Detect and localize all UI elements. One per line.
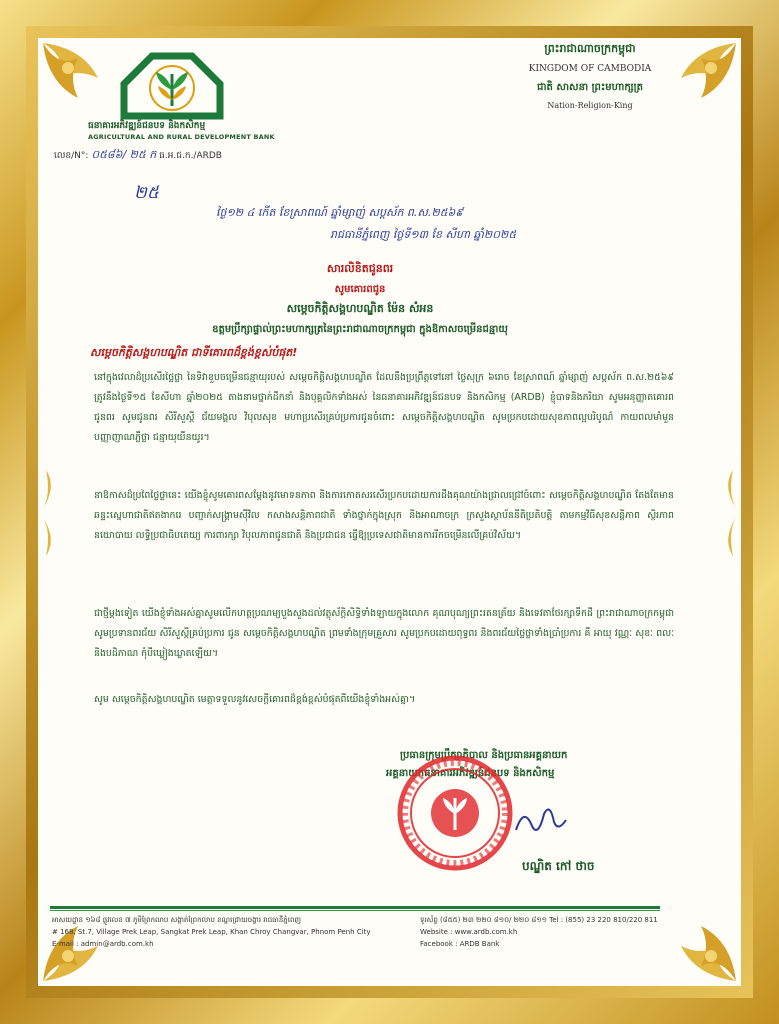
footer-website: Website : www.ardb.com.kh [420, 928, 518, 936]
footer-phone: ទូរស័ព្ទ (៨៥៥) ២៣ ២២០ ៨១០/ ២២០ ៨១១ Tel : (855) 23 220 810/220 811 [420, 916, 658, 924]
body-paragraph-1: នៅក្នុងវេលាដ៏ប្រសើរថ្លៃថ្លា នៃទិវាខួបចម្រើនជន្មាយុរបស់ សម្តេចកិត្តិសង្គហបណ្ឌិត ដែលនឹងប្រព្រឹត្តទៅនៅ ថ្ងៃសុក្រ ៦រោច ខែស្រាពណ៍ ឆ្នាំម្សាញ់ សប្តស័ក ព.ស.២៥៦៩ ត្រូវនឹងថ្ងៃទី១៥ ខែសីហា ឆ្នាំ២០២៥ តាងនាមថ្នាក់ដឹកនាំ និងបុគ្គលិកទាំងអស់ នៃធនាគារអភិវឌ្ឍន៍ជនបទ និងកសិកម្ម (ARDB) ខ្ញុំបាទនិងភរិយា សូមអនុញ្ញាតគោរពជូនពរ សូមជូនពរ សិរីសួស្តី ជ័យមង្គល វិបុលសុខ មហាប្រសើរគ្រប់ប្រការជូនចំពោះ សម្តេចកិត្តិសង្គហបណ្ឌិត សូមប្រកបដោយសុខភាពល្អបរិបូណ៌ កាយពលមាំមួន បញ្ញាញាណភ្លឺថ្លា ជន្មាយុយឺនយូរ។ [94, 372, 674, 443]
recipient-title: ឧត្តមប្រឹក្សាផ្ទាល់ព្រះមហាក្សត្រនៃព្រះរាជាណាចក្រកម្ពុជា ក្នុងឱកាសចម្រើនជន្មាយុ [212, 324, 508, 335]
footer-facebook: Facebook : ARDB Bank [420, 940, 500, 948]
body-paragraph-4: សូម សម្តេចកិត្តិសង្គហបណ្ឌិត មេត្តាទទួលនូវសេចក្តីគោរពដ៏ខ្ពង់ខ្ពស់បំផុតពីយើងខ្ញុំទាំងអស់គ្នា។ [94, 694, 416, 705]
ref-handwritten-extra: ២៥ [134, 183, 159, 203]
bank-name-en: AGRICULTURAL AND RURAL DEVELOPMENT BANK [88, 133, 275, 141]
ornament-edge-right-icon [719, 468, 741, 558]
lunar-date: ថ្ងៃ១២ ៤ កើត ខែស្រាពណ៍ ឆ្នាំម្សាញ់ សប្តស័ក ព.ស.២៥៦៩ [216, 206, 464, 219]
footer-address-en: # 168, St.7, Village Prek Leap, Sangkat Prek Leap, Khan Chroy Changvar, Phnom Penh City [52, 928, 371, 936]
body-paragraph-3: ជាថ្មីម្តងទៀត យើងខ្ញុំទាំងអស់គ្នាសូមលើកហត្ថប្រណម្យបួងសួងដល់វត្ថុស័ក្តិសិទ្ធិទាំងឡាយក្នុងលោក គុណបុណ្យព្រះរតនត្រ័យ និងទេវតាថែរក្សាទឹកដី ព្រះរាជាណាចក្រកម្ពុជា សូមប្រទានពរជ័យ សិរីសួស្តីគ្រប់ប្រការ ជូន សម្តេចកិត្តិសង្គហបណ្ឌិត ព្រមទាំងក្រុមគ្រួសារ សូមប្រកបដោយពុទ្ធពរ និងពរជ័យថ្លៃថ្លាទាំងប្រាំប្រការ គឺ អាយុ វណ្ណៈ សុខៈ ពលៈ និងបដិភាណ កុំបីឃ្លៀងឃ្លាតឡើយ។ [94, 608, 674, 659]
recipient-name: សម្តេចកិត្តិសង្គហបណ្ឌិត ម៉ែន សំអន [286, 302, 434, 315]
motto-kh: ជាតិ សាសនា ព្រះមហាក្សត្រ [537, 82, 643, 93]
footer-email: E-mail : admin@ardb.com.kh [52, 940, 154, 948]
respect-line: សូមគោរពជូន [334, 284, 386, 295]
ornament-edge-left-icon [38, 468, 60, 558]
handwritten-signature-icon [510, 800, 570, 840]
official-seal-icon [396, 754, 514, 872]
footer-divider-thin [50, 910, 660, 911]
ornament-corner-bottom-right-icon [651, 896, 741, 986]
solar-date: រាជធានីភ្នំពេញ ថ្ងៃទី១៣ ខែ សីហា ឆ្នាំ២០២៥ [330, 228, 517, 241]
ardb-logo-icon [112, 50, 232, 160]
kingdom-kh: ព្រះរាជាណាចក្រកម្ពុជា [544, 42, 636, 55]
kingdom-header [470, 42, 710, 110]
letter-type-heading: សារលិខិតជូនពរ [326, 262, 394, 275]
ref-prefix: លេខ/N°: [54, 151, 89, 161]
bank-name-kh: ធនាគារអភិវឌ្ឍន៍ជនបទ និងកសិកម្ម [88, 121, 206, 131]
footer-address-kh: អាសយដ្ឋាន ១៦៨ ផ្លូវលេខ ៧ ភូមិព្រែកលាប សង្កាត់ព្រែកលាប ខណ្ឌជ្រោយចង្វារ រាជធានីភ្នំពេញ [52, 916, 302, 924]
ref-suffix: ធ.អ.ជ.ក./ARDB [159, 151, 222, 161]
motto-en: Nation-Religion-King [547, 101, 633, 110]
footer-divider [50, 906, 660, 909]
reference-line [54, 148, 222, 164]
greeting-line: សម្តេចកិត្តិសង្គហបណ្ឌិត ជាទីគោរពដ៏ខ្ពង់ខ្ពស់បំផុត! [90, 346, 298, 359]
ref-number-handwritten: ០៥៨៦/ ២៥ ក [91, 148, 157, 161]
signer-name: បណ្ឌិត កៅ ថាច [522, 859, 595, 873]
body-paragraph-2: នាឱកាសដ៏ប្រពៃថ្លៃថ្លានេះ យើងខ្ញុំសូមគោរពសម្តែងនូវមោទនភាព និងការកោតសរសើរប្រកបដោយការដឹងគុណយ៉ាងជ្រាលជ្រៅចំពោះ សម្តេចកិត្តិសង្គហបណ្ឌិត តែងតែមានឆន្ទះស្នេហាជាតិឥតងាករេ បញ្ជាក់សង្គ្រាមស៊ីវិល កសាងសន្តិភាពជាតិ ទាំងថ្នាក់ក្នុងស្រុក និងអាណាចក្រ ក្រសួងស្ថាប័ននីតិប្រតិបត្តិ តាមកម្មវិធីសុខសន្តិភាព ស្ថិរភាពនយោបាយ លទ្ធិប្រជាធិបតេយ្យ ការពារក្សា វិបុលភាពជូនជាតិ និងប្រជាជន ធ្វើឱ្យប្រទេសជាតិមានការរីកចម្រើនលើគ្រប់វិស័យ។ [94, 490, 674, 541]
kingdom-en: KINGDOM OF CAMBODIA [528, 64, 652, 74]
signatory-org-line-1: ប្រធានក្រុមប្រឹក្សាភិបាល និងប្រធានអគ្គនាយក [400, 750, 568, 761]
signatory-org-line-2: អគ្គនាយកធនាគារអភិវឌ្ឍន៍ជនបទ និងកសិកម្ម [386, 768, 555, 779]
